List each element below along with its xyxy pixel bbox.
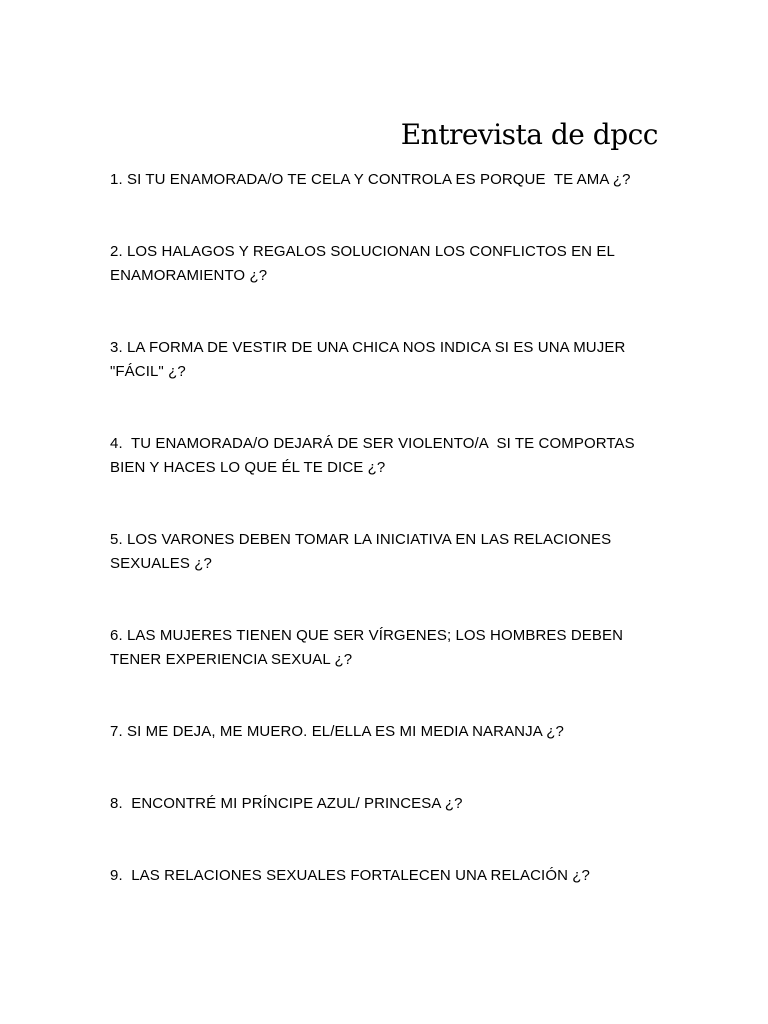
page-title: Entrevista de dpcc [400,118,658,151]
question-6: 6. LAS MUJERES TIENEN QUE SER VÍRGENES; LOS HOMBRES DEBEN TENER EXPERIENCIA SEXUAL ¿? [110,627,628,668]
question-8: 8. ENCONTRÉ MI PRÍNCIPE AZUL/ PRINCESA ¿? [110,795,463,812]
question-7: 7. SI ME DEJA, ME MUERO. EL/ELLA ES MI MEDIA NARANJA ¿? [110,723,564,740]
question-1: 1. SI TU ENAMORADA/O TE CELA Y CONTROLA ES PORQUE TE AMA ¿? [110,171,631,188]
question-9: 9. LAS RELACIONES SEXUALES FORTALECEN UNA RELACIÓN ¿? [110,867,590,884]
question-5: 5. LOS VARONES DEBEN TOMAR LA INICIATIVA EN LAS RELACIONES SEXUALES ¿? [110,531,616,572]
question-4: 4. TU ENAMORADA/O DEJARÁ DE SER VIOLENTO/A SI TE COMPORTAS BIEN Y HACES LO QUE ÉL TE DICE ¿? [110,435,640,476]
question-3: 3. LA FORMA DE VESTIR DE UNA CHICA NOS INDICA SI ES UNA MUJER "FÁCIL" ¿? [110,339,630,380]
question-2: 2. LOS HALAGOS Y REGALOS SOLUCIONAN LOS CONFLICTOS EN EL ENAMORAMIENTO ¿? [110,243,619,284]
